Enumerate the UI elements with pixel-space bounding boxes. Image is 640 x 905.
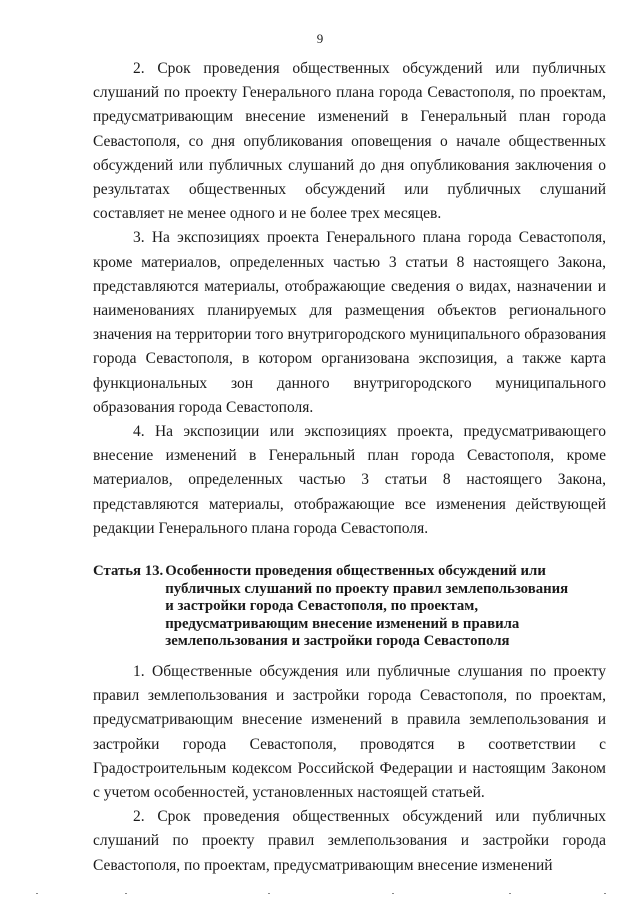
article-title (163, 563, 606, 651)
article-title-line: Особенности проведения общественных обсуждений или (165, 563, 546, 580)
page-number: 9 (316, 31, 324, 46)
paragraph-4: 4. На экспозиции или экспозициях проекта, предусматривающего внесение изменений в Генеральный план города Севастополя, кроме материалов, определенных частью 3 статьи 8 настоящего Закона, представляются материалы, отображающие все изменения действующей редакции Генерального плана города Севастополя. (93, 423, 606, 537)
paragraph-2: 2. Срок проведения общественных обсуждений или публичных слушаний по проекту Генерального плана города Севастополя, по проектам, предусматривающим внесение изменений в Генеральный план города Севастополя, со дня опубликования оповещения о начале общественных обсуждений или публичных слушаний до дня опубликования заключения о результатах общественных обсуждений или публичных слушаний составляет не менее одного и не более трех месяцев. (93, 60, 606, 223)
article-heading (93, 563, 606, 651)
document-body (93, 57, 606, 878)
article-paragraph-2: 2. Срок проведения общественных обсуждений или публичных слушаний по проекту правил землепользования и застройки города Севастополя, по проектам, предусматривающим внесение изменений (93, 808, 606, 874)
paragraph-3: 3. На экспозициях проекта Генерального плана города Севастополя, кроме материалов, определенных частью 3 статьи 8 настоящего Закона, представляются материалы, отображающие сведения о видах, назначении и наименованиях планируемых для размещения объектов регионального значения на территории того внутригородского муниципального образования города Севастополя, в котором организована экспозиция, а также карта функциональных зон данного внутригородского муниципального образования города Севастополя. (93, 229, 606, 416)
article-label: Статья 13. (93, 563, 164, 580)
article-title-line: публичных слушаний по проекту правил землепользования (165, 580, 569, 597)
article-title-line: предусматривающим внесение изменений в правила (165, 615, 520, 632)
article-title-line: землепользования и застройки города Севастополя (165, 633, 510, 650)
article-title-line: и застройки города Севастополя, по проектам, (165, 598, 479, 615)
scan-artifacts (0, 893, 640, 897)
article-paragraph-1: 1. Общественные обсуждения или публичные слушания по проекту правил землепользования и застройки города Севастополя, по проектам, предусматривающим внесение изменений в правила землепользования и застройки города Севастополя, проводятся в соответствии с Градостроительным кодексом Российской Федерации и настоящим Законом с учетом особенностей, установленных настоящей статьей. (93, 663, 606, 802)
